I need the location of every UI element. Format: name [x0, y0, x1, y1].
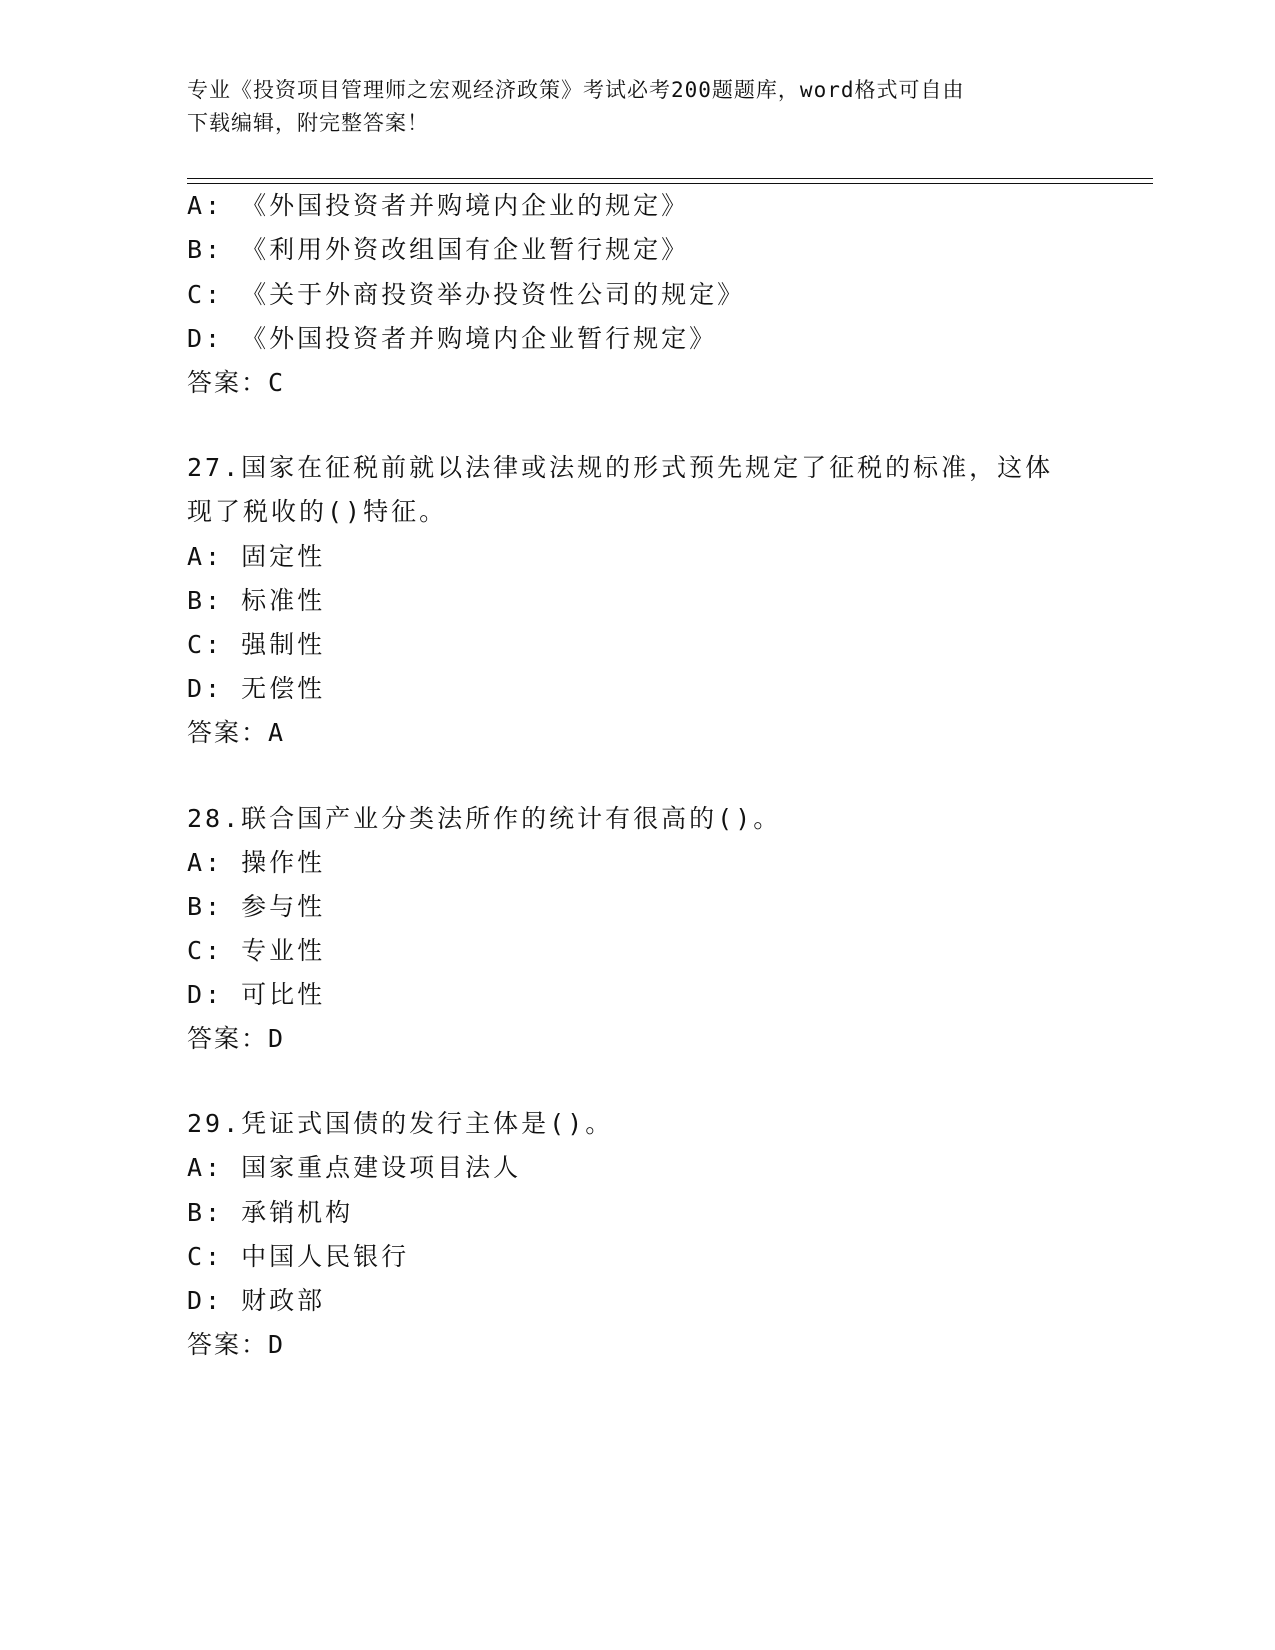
q27-answer-value: A [268, 718, 285, 747]
header-line-2: 下载编辑，附完整答案！ [187, 111, 429, 135]
q29-option-d: D: 财政部 [187, 1286, 326, 1315]
q29-answer-label: 答案： [187, 1330, 269, 1359]
q29-stem-line-1: 29.凭证式国债的发行主体是()。 [187, 1109, 614, 1138]
q26-option-d: D: 《外国投资者并购境内企业暂行规定》 [187, 324, 718, 353]
q27-option-d: D: 无偿性 [187, 674, 326, 703]
q28-answer-label: 答案： [187, 1024, 269, 1053]
header-line-1: 专业《投资项目管理师之宏观经济政策》考试必考200题题库，word格式可自由 [187, 78, 965, 102]
q26-option-c: C: 《关于外商投资举办投资性公司的规定》 [187, 280, 746, 309]
q26-answer-value: C [268, 368, 285, 397]
q26-option-a: A: 《外国投资者并购境内企业的规定》 [187, 191, 690, 220]
q29-answer [187, 1329, 284, 1361]
q27-answer-label: 答案： [187, 718, 269, 747]
q28-option-a: A: 操作性 [187, 848, 326, 877]
q29-answer-value: D [268, 1330, 285, 1359]
q29-option-c: C: 中国人民银行 [187, 1242, 410, 1271]
q29-option-b: B: 承销机构 [187, 1198, 354, 1227]
q26-option-b: B: 《利用外资改组国有企业暂行规定》 [187, 235, 690, 264]
header-divider-bottom [187, 183, 1153, 184]
q28-answer [187, 1023, 284, 1055]
q28-option-b: B: 参与性 [187, 892, 326, 921]
q27-stem-line-2: 现了税收的()特征。 [187, 497, 448, 526]
q28-option-c: C: 专业性 [187, 936, 326, 965]
header-divider-top [187, 178, 1153, 179]
q29-option-a: A: 国家重点建设项目法人 [187, 1153, 522, 1182]
q26-answer-label: 答案： [187, 368, 269, 397]
q28-stem-line-1: 28.联合国产业分类法所作的统计有很高的()。 [187, 804, 782, 833]
q27-stem-line-1: 27.国家在征税前就以法律或法规的形式预先规定了征税的标准，这体 [187, 453, 1054, 482]
q27-option-a: A: 固定性 [187, 542, 326, 571]
q28-answer-value: D [268, 1024, 285, 1053]
document-header [187, 74, 1087, 140]
q28-option-d: D: 可比性 [187, 980, 326, 1009]
q27-option-b: B: 标准性 [187, 586, 326, 615]
q27-answer [187, 717, 284, 749]
q26-answer [187, 367, 284, 399]
q27-option-c: C: 强制性 [187, 630, 326, 659]
